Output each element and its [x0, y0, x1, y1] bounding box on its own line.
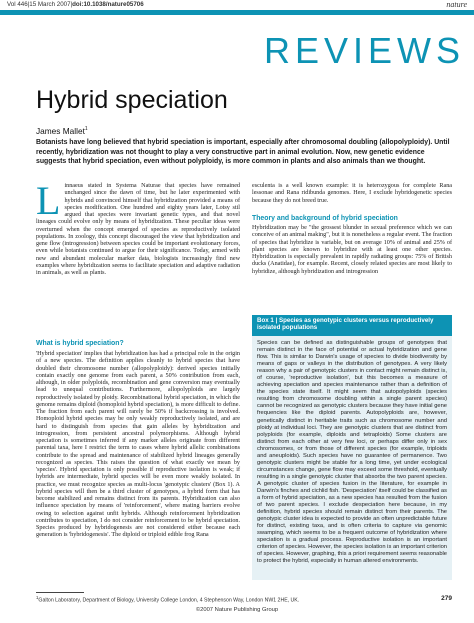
page-number: 279 — [441, 595, 452, 602]
what-is-hybrid-speciation-text: 'Hybrid speciation' implies that hybridization has had a principal role in the origin of a new species. The definition applies cleanly to hybrid species that have doubled their chromosome number (allopolyploidy): derived species initially contain exactly one genome from each parent, a 50% contribution from each, although, in older polyploids, recombination and gene conversion may eventually lead to unequal contributions. Furthermore, allopolyploids are largely reproductively isolated by ploidy. Recombinational hybrid speciation, in which the genome remains diploid (homoploid hybrid speciation), is more difficult to define. The fraction from each parent will rarely be 50% if backcrossing is involved. Homoploid hybrid species may be only weakly reproductively isolated, and are hard to distinguish from species that gain alleles by hybridization and introgression, from persistent ancestral polymorphisms. Although hybrid speciation is sometimes inferred if any marker alleles originate from different parental taxa, here I restrict the term to cases where hybrid allelic combinations contribute to the spread and maintenance of stabilized hybrid lineages generally recognized as species. This raises the question of what exactly we mean by 'species'. Hybrid speciation is only possible if reproductive isolation is weak; if hybrids are intermediate, hybrid species will be even more weakly isolated. In practice, we must recognize species as multi-locus 'genotypic clusters' (Box 1). A hybrid species will then be a third cluster of genotypes, a hybrid form that has become stabilized and remains distinct from its parents. Hybridization can also influence speciation by means of 'reinforcement', where mating barriers evolve owing to selection against unfit hybrids. Although reinforcement hybridization contributes to speciation, I do not consider reinforcement to be hybrid speciation. Species produced by hybridogenesis are not considered either because each generation is 'hybridogenesis'. The diploid or triploid edible frog Rana — [36, 351, 240, 539]
copyright-line: ©2007 Nature Publishing Group — [195, 607, 279, 613]
section-label: REVIEWS — [263, 30, 465, 71]
affiliation-footnote — [36, 595, 299, 604]
intro-paragraph — [36, 178, 240, 277]
journal-volume-line — [7, 1, 144, 8]
footnote-mark: 1 — [36, 595, 39, 600]
article-abstract: Botanists have long believed that hybrid speciation is important, especially after chromosomal doubling (allopolyploidy). Until recently, hybridization was not thought to play a very constructive part in animal evolution. Now, new genetic evidence suggests that hybrid speciation, even without polyploidy, is more common in plants and also animals than we thought. — [36, 139, 450, 166]
box-1-text: Species can be defined as distinguishable groups of genotypes that remain distinct in the face of potential or actual hybridization and gene flow. This is similar to Darwin's usage of species to divide biodiversity by means of gaps or valleys in the distribution of genotypes. A very likely reason why a pair of genotypic clusters in contact might remain distinct is, of course, 'reproductive isolation', but this becomes a measure of achieving speciation and species maintenance rather than a definition of the species state itself. It might seem that autopolyploids (species resulting from chromosome doubling within a single parent species) cannot be recognized as genotypic clusters because they have initial gene frequencies like the diploid parents. Autopolyploids are, however, genetically distinct in heritable traits such as chromosome number and ploidy at individual loci. They are genotypic clusters that are distinct from polyploids (for example, diploids and tetraploids) Some clusters are distinct from each other at very few loci, or perhaps differ only in sex chromosomes, or from those of different species (for example, triploids and aneuploids). Such species have no guarantee of permanence. Two genotypic clusters might be stable for a long time, yet under ecological circumstances change, gene flow may exceed some threshold, eventually resulting in a single genotypic cluster that absorbs the two parent species. A genotypic cluster of species fusion in the literature, for example in Darwin's finches and cichlid fish. 'Despeciation' itself could be classified as a form of hybrid speciation, as a new species has resulted from the fusion of two parent species. I exclude despeciation here because, in my definition, hybrid species should remain distinct from their parents. The genotypic cluster idea is expected to provide an often unpredictable future for distinct, existing taxa, and is often criteria to capture via genomic swamping, which seems to be a frequent outcome of hybridization where speciation is a gradual process. Reproductive isolation is an important criterion of species. However, the species isolation is an important criterion of species. However, graphing, this a priori requirement seems reasonable to protect the hybrid, especially in human altered environments. — [257, 340, 447, 565]
author-affiliation-mark: 1 — [84, 126, 88, 133]
header-rule — [0, 10, 474, 15]
footnote-text: Galton Laboratory, Department of Biology, University College London, 4 Stephenson Way, London NW1 2HE, UK. — [38, 597, 300, 604]
doi-text: doi:10.1038/nature05706 — [72, 1, 144, 8]
box-1 — [252, 315, 452, 580]
heading-theory-background: Theory and background of hybrid speciation — [252, 215, 398, 222]
journal-name: nature — [446, 0, 467, 9]
article-author — [36, 126, 88, 136]
column2-intro-text: esculenta is a well known example: it is heterozygous for complete Rana lessonae and Rana ridibunda genomes. Here, I exclude hybridogenetic species because they do not breed true. — [252, 183, 452, 204]
theory-text: Hybridization may be "the grossest blunder in sexual preference which we can conceive of an animal making", but it is nonetheless a regular event. The fraction of species that hybridize is variable, but on average 10% of animal and 25% of plant species are known to hybridize with at least one other species. Hybridization is especially prevalent in rapidly radiating groups: 75% of British ducks (Anatidae), for example. Recent, closely related species are most likely to hybridize, although hybridization and introgression — [252, 225, 452, 275]
dropcap-letter: L — [36, 178, 61, 223]
intro-text: innaeus stated in Systema Naturae that species have remained unchanged since the dawn of time, but he later experimented with hybrids and convinced himself that hybridization provided a means of species modification. One hundred and eighty years later, Lotsy stil argued that species were invariant genetic types, and that novel lineages could evolve only by means of hybridization. These peculiar ideas were overturned when the concept emerged of species as reproductively isolated populations. In zoology, this concept discouraged the view that hybridization and gene flow (introgression) between species could be important evolutionary forces, even while botanists continued to argue for their significance. Today, armed with new and abundant molecular marker data, biologists increasingly find new examples where hybridization seems to facilitate speciation and adaptive radiation in animals, as well as plants. — [36, 183, 240, 276]
volume-text: Vol 446|15 March 2007| — [7, 1, 73, 8]
author-name: James Mallet — [36, 126, 85, 136]
heading-what-is-hybrid-speciation: What is hybrid speciation? — [36, 340, 124, 347]
article-title: Hybrid speciation — [36, 86, 228, 114]
box-1-title: Box 1 | Species as genotypic clusters versus reproductively isolated populations — [252, 315, 452, 336]
footnote-rule — [36, 592, 84, 593]
